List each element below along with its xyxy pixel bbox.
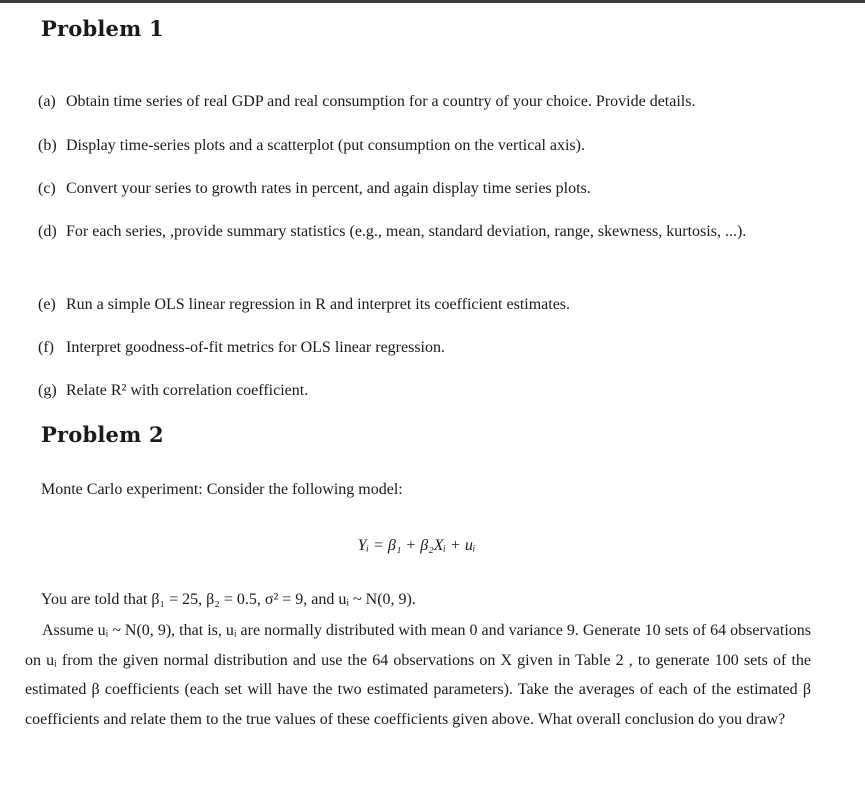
top-border <box>0 0 865 3</box>
item-text: Relate R² with correlation coefficient. <box>66 382 309 399</box>
problem-1-item-g <box>38 377 818 404</box>
item-label: (g) <box>38 382 57 399</box>
item-label: (c) <box>38 180 56 197</box>
item-label: (b) <box>38 137 57 154</box>
item-text: For each series, ,provide summary statistics (e.g., mean, standard deviation, range, skewness, kurtosis, ...). <box>66 223 747 240</box>
item-label: (a) <box>38 93 56 110</box>
item-text: Run a simple OLS linear regression in R and interpret its coefficient estimates. <box>66 296 571 313</box>
model-equation: Yᵢ = β₁ + β₂Xᵢ + uᵢ <box>357 537 476 554</box>
problem-1-item-c <box>38 175 818 202</box>
problem-1-item-e <box>38 291 818 318</box>
problem-2-intro: Monte Carlo experiment: Consider the following model: <box>41 481 403 498</box>
problem-2-title: Problem 2 <box>41 422 164 447</box>
item-text: Display time-series plots and a scatterplot (put consumption on the vertical axis). <box>66 137 585 154</box>
item-text: Obtain time series of real GDP and real consumption for a country of your choice. Provide details. <box>66 93 696 110</box>
given-values: You are told that β₁ = 25, β₂ = 0.5, σ² = 9, and uᵢ ~ N(0, 9). <box>41 591 416 608</box>
item-label: (f) <box>38 339 54 356</box>
item-text: Convert your series to growth rates in percent, and again display time series plots. <box>66 180 591 197</box>
problem-1-item-f <box>38 334 818 361</box>
monte-carlo-instructions: Assume uᵢ ~ N(0, 9), that is, uᵢ are normally distributed with mean 0 and variance 9. Generate 10 sets of 64 observations on uᵢ from the given normal distribution and use the 64 observations on X given in Table 2 , to generate 100 sets of the estimated β coefficients (each set will have the two estimated parameters). Take the averages of each of the estimated β coefficients and relate them to the true values of these coefficients given above. What overall conclusion do you draw? <box>25 622 811 728</box>
problem-1-item-b <box>38 132 818 159</box>
problem-1-item-a <box>38 88 818 115</box>
item-label: (d) <box>38 223 57 240</box>
item-label: (e) <box>38 296 56 313</box>
problem-1-title: Problem 1 <box>41 16 164 41</box>
item-text: Interpret goodness-of-fit metrics for OLS linear regression. <box>66 339 445 356</box>
problem-1-item-d <box>38 218 818 247</box>
